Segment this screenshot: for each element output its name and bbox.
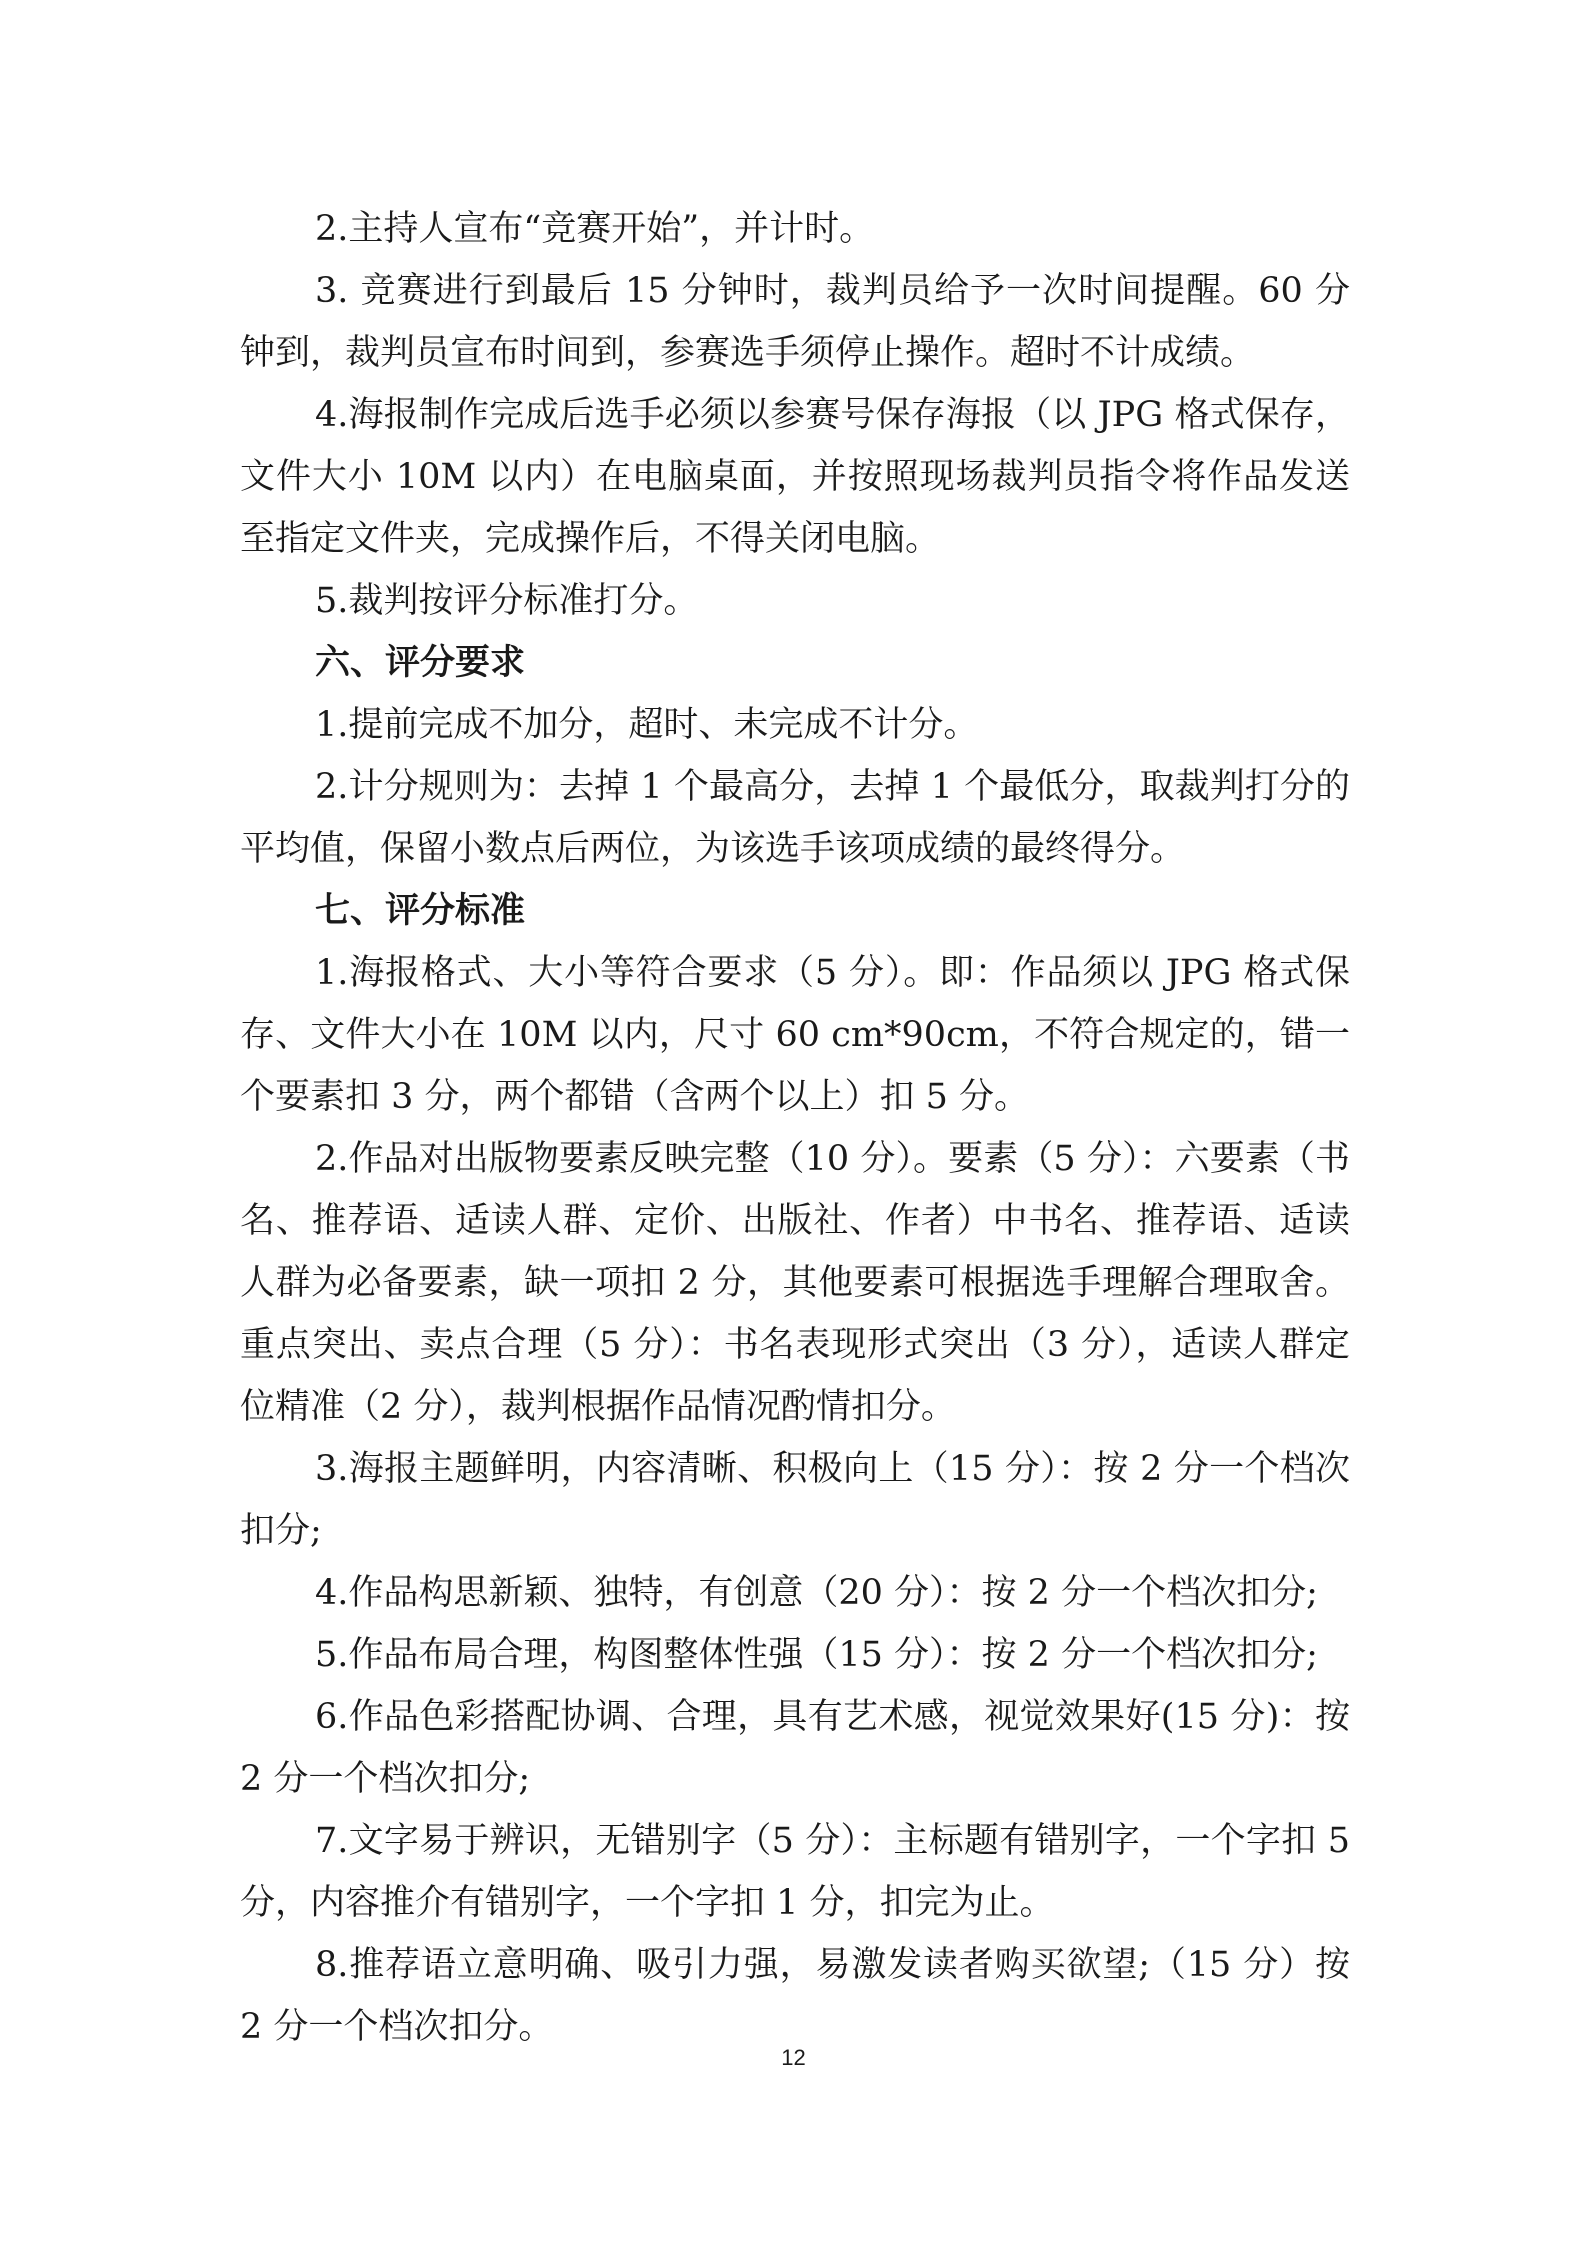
paragraph-5-5: 5.裁判按评分标准打分。 (315, 581, 699, 621)
paragraph-6-1: 1.提前完成不加分，超时、未完成不计分。 (315, 705, 979, 745)
paragraph-5-3: 3. 竞赛进行到最后 15 分钟时，裁判员给予一次时间提醒。60 分钟到，裁判员宣布时间到，参赛选手须停止操作。超时不计成绩。 (240, 271, 1350, 373)
paragraph-7-4: 4.作品构思新颖、独特，有创意（20 分）：按 2 分一个档次扣分; (315, 1573, 1318, 1613)
paragraph-7-5: 5.作品布局合理，构图整体性强（15 分）：按 2 分一个档次扣分; (315, 1635, 1318, 1675)
paragraph-7-6: 6.作品色彩搭配协调、合理，具有艺术感，视觉效果好(15 分)：按 2 分一个档次扣分; (240, 1697, 1350, 1799)
paragraph-7-8: 8.推荐语立意明确、吸引力强，易激发读者购买欲望;（15 分）按 2 分一个档次扣分。 (240, 1945, 1350, 2047)
paragraph-7-7: 7.文字易于辨识，无错别字（5 分）：主标题有错别字，一个字扣 5 分，内容推介有错别字，一个字扣 1 分，扣完为止。 (240, 1821, 1350, 1923)
paragraph-7-3: 3.海报主题鲜明，内容清晰、积极向上（15 分）：按 2 分一个档次扣分; (240, 1449, 1350, 1551)
paragraph-6-2: 2.计分规则为：去掉 1 个最高分，去掉 1 个最低分，取裁判打分的平均值，保留小数点后两位，为该选手该项成绩的最终得分。 (240, 767, 1350, 869)
paragraph-5-2: 2.主持人宣布“竞赛开始”，并计时。 (315, 209, 875, 249)
page-number: 12 (781, 2045, 806, 2070)
section-heading-scoring-requirements: 六、评分要求 (315, 643, 526, 683)
section-heading-scoring-criteria: 七、评分标准 (315, 891, 526, 931)
paragraph-7-1: 1.海报格式、大小等符合要求（5 分）。即：作品须以 JPG 格式保存、文件大小在 10M 以内，尺寸 60 cm*90cm，不符合规定的，错一个要素扣 3 分，两个都错（含两个以上）扣 5 分。 (240, 953, 1350, 1117)
paragraph-5-4: 4.海报制作完成后选手必须以参赛号保存海报（以 JPG 格式保存，文件大小 10M 以内）在电脑桌面，并按照现场裁判员指令将作品发送至指定文件夹，完成操作后，不得关闭电脑。 (240, 395, 1350, 559)
paragraph-7-2: 2.作品对出版物要素反映完整（10 分）。要素（5 分）：六要素（书名、推荐语、适读人群、定价、出版社、作者）中书名、推荐语、适读人群为必备要素，缺一项扣 2 分，其他要素可根据选手理解合理取舍。重点突出、卖点合理（5 分）：书名表现形式突出（3 分），适读人群定位精准（2 分），裁判根据作品情况酌情扣分。 (240, 1139, 1350, 1427)
